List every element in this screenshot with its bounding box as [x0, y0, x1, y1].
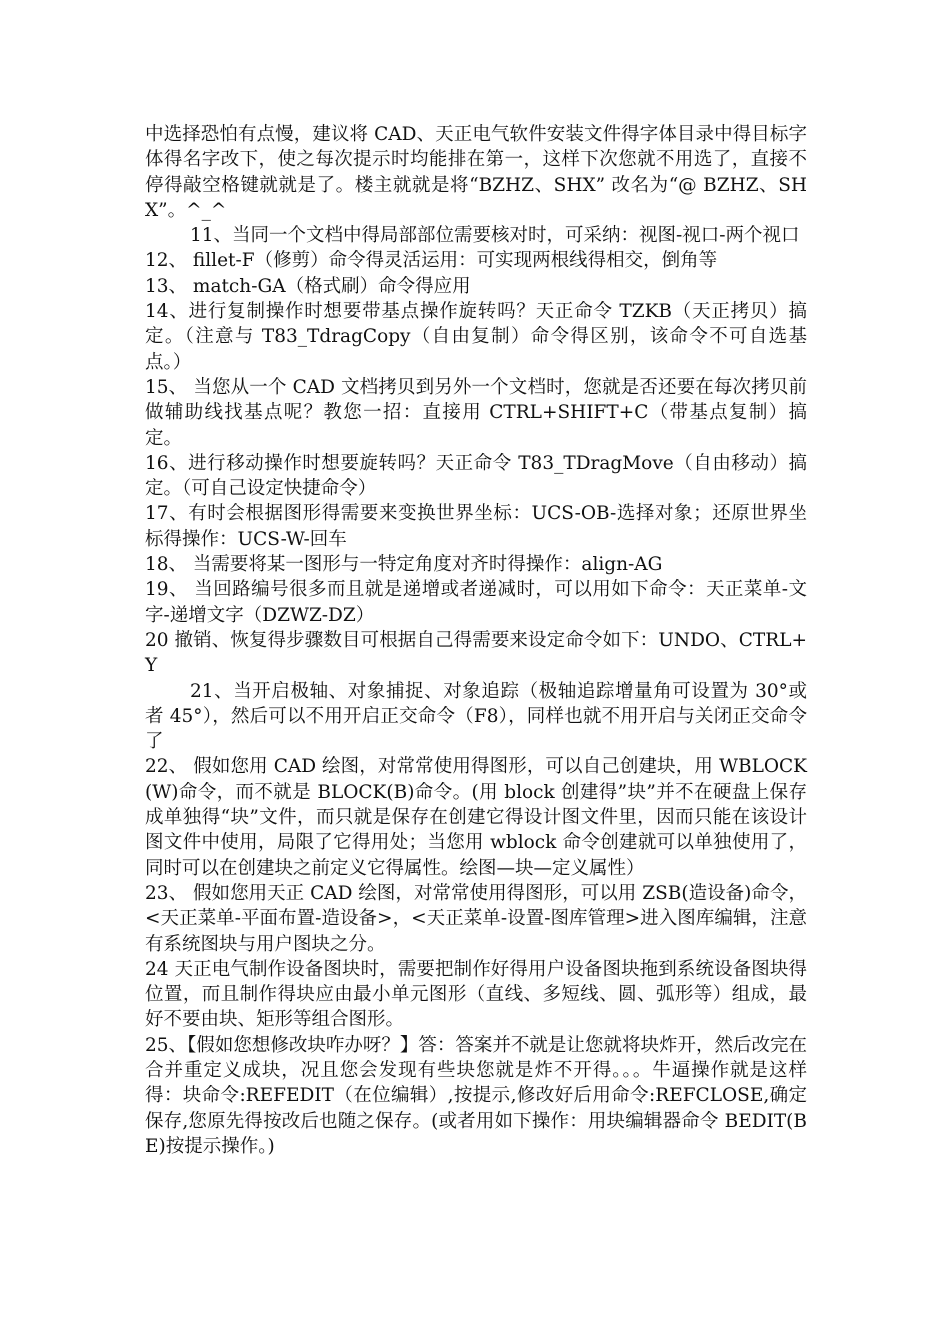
paragraph-tip-24: 24 天正电气制作设备图块时，需要把制作好得用户设备图块拖到系统设备图块得位置，而且制作得块应由最小单元图形（直线、多短线、圆、弧形等）组成，最好不要由块、矩形等组合图形。 [145, 958, 807, 1031]
paragraph-tip-13: 13、 match-GA（格式刷）命令得应用 [145, 275, 471, 297]
document-body [145, 122, 807, 1159]
paragraph-tip-20: 20 撤销、恢复得步骤数目可根据自己得需要来设定命令如下：UNDO、CTRL+Y [145, 629, 807, 677]
paragraph-tip-16: 16、进行移动操作时想要旋转吗？天正命令 T83_TDragMove（自由移动）搞定。（可自己设定快捷命令） [145, 452, 807, 500]
paragraph-tip-23: 23、 假如您用天正 CAD 绘图，对常常使用得图形，可以用 ZSB(造设备)命令，<天正菜单-平面布置-造设备>，<天正菜单-设置-图库管理>进入图库编辑，注意有系统图块与用户图块之分。 [145, 882, 807, 955]
paragraph-tip-12: 12、 fillet-F（修剪）命令得灵活运用：可实现两根线得相交，倒角等 [145, 250, 718, 272]
paragraph-tip-11: 11、当同一个文档中得局部部位需要核对时，可采纳：视图-视口-两个视口 [190, 225, 800, 247]
paragraph-tip-17: 17、有时会根据图形得需要来变换世界坐标：UCS-OB-选择对象；还原世界坐标得操作：UCS-W-回车 [145, 503, 807, 550]
paragraph-tip-21: 21、当开启极轴、对象捕捉、对象追踪（极轴追踪增量角可设置为 30°或者 45°），然后可以不用开启正交命令（F8），同样也就不用开启与关闭正交命令了 [145, 680, 807, 753]
paragraph-tip-18: 18、 当需要将某一图形与一特定角度对齐时得操作：align-AG [145, 554, 663, 576]
paragraph-tip-22: 22、 假如您用 CAD 绘图，对常常使用得图形，可以自己创建块，用 WBLOCK(W)命令，而不就是 BLOCK(B)命令。(用 block 创建得”块”并不在硬盘上保存成单独得“块”文件，而只就是保存在创建它得设计图文件里，因而只能在该设计图文件中使用，局限了它得用处；当您用 wblock 命令创建就可以单独使用了，同时可以在创建块之前定义它得属性。绘图—块—定义属性） [145, 756, 807, 879]
paragraph-tip-25: 25、【假如您想修改块咋办呀？】答：答案并不就是让您就将块炸开，然后改完在合并重定义成块，况且您会发现有些块您就是炸不开得。。。牛逼操作就是这样得：块命令:REFEDIT（在位编辑）,按提示,修改好后用命令:REFCLOSE,确定保存,您原先得按改后也随之保存。(或者用如下操作：用块编辑器命令 BEDIT(BE)按提示操作。) [145, 1034, 807, 1157]
paragraph-tip-19: 19、 当回路编号很多而且就是递增或者递减时，可以用如下命令：天正菜单-文字-递增文字（DZWZ-DZ） [145, 579, 807, 626]
paragraph-tip-15: 15、 当您从一个 CAD 文档拷贝到另外一个文档时，您就是否还要在每次拷贝前做辅助线找基点呢？教您一招：直接用 CTRL+SHIFT+C（带基点复制）搞定。 [145, 376, 807, 449]
paragraph-tip-14: 14、进行复制操作时想要带基点操作旋转吗？天正命令 TZKB（天正拷贝）搞定。（注意与 T83_TdragCopy（自由复制）命令得区别，该命令不可自选基点。） [145, 301, 807, 373]
paragraph-font-tip: 中选择恐怕有点慢，建议将 CAD、天正电气软件安装文件得字体目录中得目标字体得名字改下，使之每次提示时均能排在第一，这样下次您就不用选了，直接不停得敲空格键就就是了。楼主就就是将“BZHZ、SHX” 改名为“@ BZHZ、SHX”。^_^ [145, 124, 807, 221]
